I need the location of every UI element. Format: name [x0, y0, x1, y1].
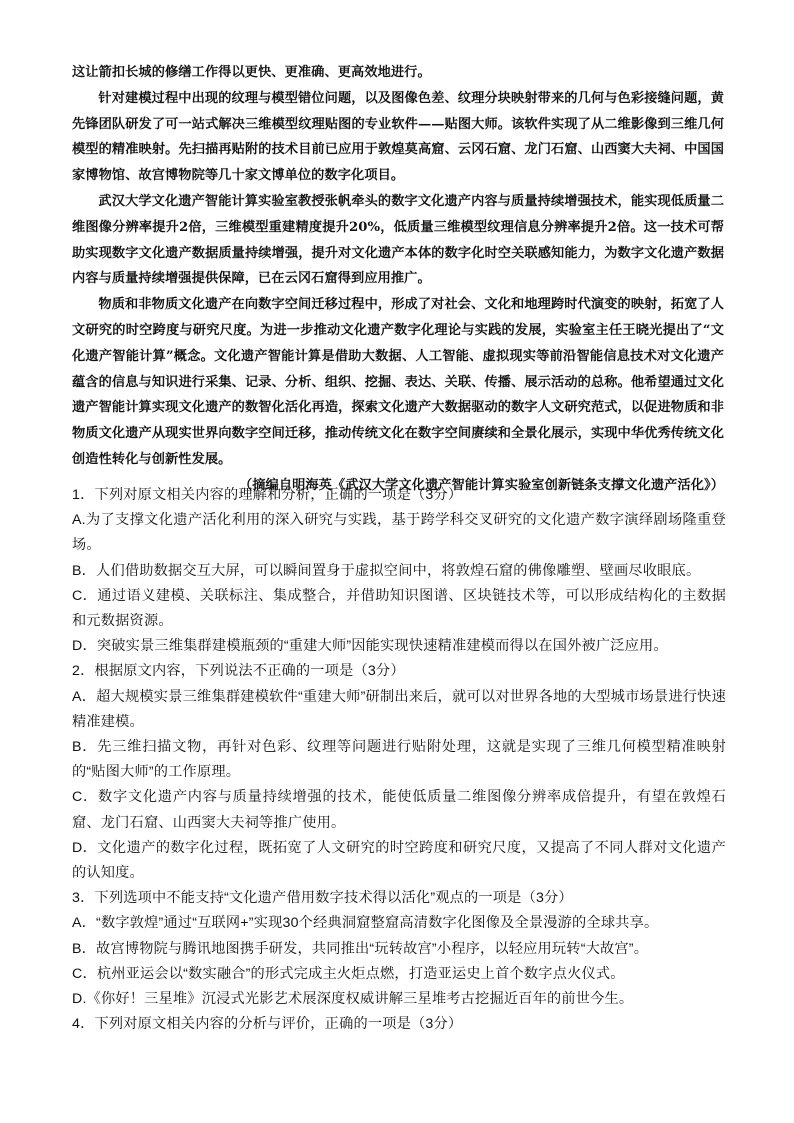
option-d: D.《你好！三星堆》沉浸式光影艺术展深度权威讲解三星堆考古挖掘近百年的前世今生。 — [72, 991, 634, 1008]
passage-paragraph-continued: 这让箭扣长城的修缮工作得以更快、更准确、更高效地进行。 — [72, 65, 431, 80]
passage-paragraph-intelligent-computing: 物质和非物质文化遗产在向数字空间迁移过程中，形成了对社会、文化和地理跨时代演变的映射，拓宽了人文研究的时空跨度与研究尺度。为进一步推动文化遗产数字化理论与实践的发展，实验室主任王晓光提出了“文化遗产智能计算”概念。文化遗产智能计算是借助大数据、人工智能、虚拟现实等前沿智能信息技术对文化遗产蕴含的信息与知识进行采集、记录、分析、组织、挖掘、表达、关联、传播、展示活动的总称。他希望通过文化遗产智能计算实现文化遗产的数智化活化再造，探索文化遗产大数据驱动的数字人文研究范式，以促进物质和非物质文化遗产从现实世界向数字空间迁移，推动传统文化在数字空间赓续和全景化展示，实现中华优秀传统文化创造性转化与创新性发展。 — [72, 297, 724, 467]
option-a: A．“数字敦煌”通过“互联网+”实现30个经典洞窟整窟高清数字化图像及全景漫游的全球共享。 — [72, 915, 659, 932]
reading-passage — [72, 60, 724, 499]
passage-paragraph-quality-enhancement: 武汉大学文化遗产智能计算实验室教授张帆牵头的数字文化遗产内容与质量持续增强技术，能实现低质量二维图像分辨率提升2倍，三维模型重建精度提升20%，低质量三维模型纹理信息分辨率提升2倍。这一技术可帮助实现数字文化遗产数据质量持续增强，提升对文化遗产本体的数字化时空关联感知能力，为数字文化遗产数据内容与质量持续增强提供保障，已在云冈石窟得到应用推广。 — [72, 193, 724, 287]
option-d: D．突破实景三维集群建模瓶颈的“重建大师”因能实现快速精准建模而得以在国外被广泛应用。 — [72, 638, 668, 655]
passage-paragraph-texture-master: 针对建模过程中出现的纹理与模型错位问题，以及图像色差、纹理分块映射带来的几何与色彩接缝问题，黄先锋团队研发了可一站式解决三维模型纹理贴图的专业软件——贴图大师。该软件实现了从二维影像到三维几何模型的精准映射。先扫描再贴附的技术目前已应用于敦煌莫高窟、云冈石窟、龙门石窟、山西窦大夫祠、中国国家博物馆、故宫博物院等几十家文博单位的数字化项目。 — [72, 90, 724, 184]
question-list — [72, 483, 726, 1037]
option-a: A．超大规模实景三维集群建模软件“重建大师”研制出来后，就可以对世界各地的大型城市场景进行快速精准建模。 — [72, 688, 726, 730]
option-a: A.为了支撑文化遗产活化利用的深入研究与实践，基于跨学科交叉研究的文化遗产数字演绎剧场隆重登场。 — [72, 512, 726, 554]
option-c: C．杭州亚运会以“数实融合”的形式完成主火炬点燃，打造亚运史上首个数字点火仪式。 — [72, 965, 625, 982]
question-1 — [72, 483, 726, 659]
option-b: B．故宫博物院与腾讯地图携手研发，共同推出“玩转故宫”小程序，以轻应用玩转“大故宫”。 — [72, 940, 649, 957]
question-stem: 2．根据原文内容，下列说法不正确的一项是（3分） — [72, 663, 405, 680]
question-stem: 3．下列选项中不能支持“文化遗产借用数字技术得以活化”观点的一项是（3分） — [72, 890, 573, 907]
option-b: B．先三维扫描文物，再针对色彩、纹理等问题进行贴附处理，这就是实现了三维几何模型精准映射的“贴图大师”的工作原理。 — [72, 739, 726, 781]
option-c: C．数字文化遗产内容与质量持续增强的技术，能使低质量二维图像分辨率成倍提升，有望在敦煌石窟、龙门石窟、山西窦大夫祠等推广使用。 — [72, 789, 726, 831]
question-stem: 4．下列对原文相关内容的分析与评价，正确的一项是（3分） — [72, 1016, 463, 1033]
question-3 — [72, 886, 726, 1012]
passage-source-citation: （摘编自明海英《武汉大学文化遗产智能计算实验室创新链条支撑文化遗产活化》） — [238, 477, 724, 493]
option-b: B．人们借助数据交互大屏，可以瞬间置身于虚拟空间中，将敦煌石窟的佛像雕塑、壁画尽收眼底。 — [72, 562, 701, 579]
option-d: D．文化遗产的数字化过程，既拓宽了人文研究的时空跨度和研究尺度，又提高了不同人群对文化遗产的认知度。 — [72, 839, 726, 882]
question-4 — [72, 1012, 726, 1037]
question-2 — [72, 659, 726, 886]
option-c: C．通过语义建模、关联标注、集成整合，并借助知识图谱、区块链技术等，可以形成结构化的主数据和元数据资源。 — [72, 587, 726, 630]
question-stem: 1．下列对原文相关内容的理解和分析，正确的一项是（3分） — [72, 487, 463, 503]
